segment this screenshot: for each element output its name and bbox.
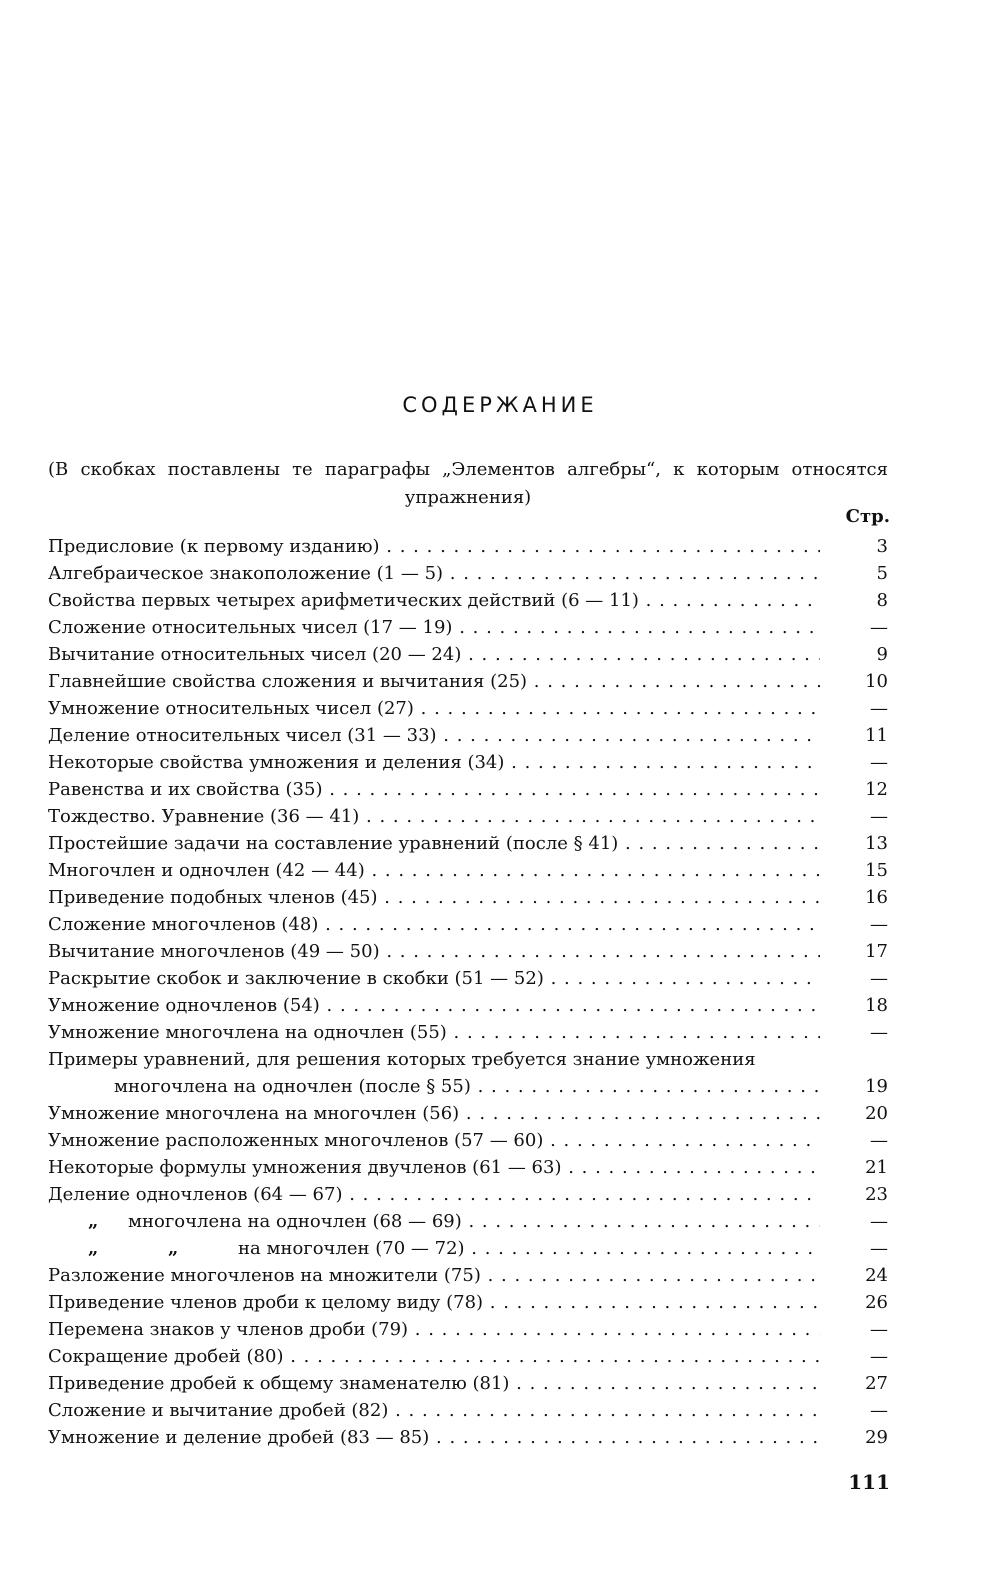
- toc-entry-page: 16: [865, 887, 888, 908]
- toc-entry: [48, 1046, 888, 1100]
- toc-entry: [48, 1424, 888, 1451]
- toc-entry-title: [48, 560, 820, 587]
- page-title: СОДЕРЖАНИЕ: [402, 393, 598, 417]
- toc-entry: [48, 749, 888, 776]
- toc-entry-title: [48, 1370, 820, 1397]
- toc-entry-title: [48, 1289, 820, 1316]
- page-column-label: Стр.: [845, 506, 890, 527]
- toc-entry: [48, 641, 888, 668]
- toc-entry: [48, 668, 888, 695]
- ditto-mark: „: [88, 1238, 99, 1259]
- toc-entry-text: многочлена на одночлен (68 — 69): [128, 1211, 462, 1232]
- toc-entry-title: [48, 1262, 820, 1289]
- toc-entry-page: 10: [865, 671, 888, 692]
- toc-entry-page: 26: [865, 1292, 888, 1313]
- toc-entry-page: —: [870, 1211, 888, 1232]
- toc-entry-page: —: [870, 752, 888, 773]
- toc-entry-title: [48, 1046, 820, 1100]
- toc-entry-page: 13: [865, 833, 888, 854]
- toc-entry: [48, 1289, 888, 1316]
- toc-entry-text: Приведение дробей к общему знаменателю (81): [48, 1373, 510, 1394]
- toc-entry-title: [48, 587, 820, 614]
- toc-entry-title: [48, 803, 820, 830]
- contents-note-line-2: упражнения): [404, 487, 532, 508]
- toc-entry-title: [48, 1208, 820, 1235]
- toc-entry-text: Умножение относительных чисел (27): [48, 698, 414, 719]
- contents-note: [48, 456, 888, 512]
- toc-entry-page: 29: [865, 1427, 888, 1448]
- toc-entry-page: 17: [865, 941, 888, 962]
- toc-entry: [48, 560, 888, 587]
- toc-entry: [48, 614, 888, 641]
- toc-entry-page: 23: [865, 1184, 888, 1205]
- toc-entry: [48, 938, 888, 965]
- toc-entry-text: Примеры уравнений, для решения которых требуется знание умножения: [48, 1049, 756, 1070]
- toc-entry-title: [48, 1019, 820, 1046]
- toc-entry-text: Умножение многочлена на одночлен (55): [48, 1022, 447, 1043]
- toc-entry-text: Умножение одночленов (54): [48, 995, 320, 1016]
- toc-entry-text: Умножение и деление дробей (83 — 85): [48, 1427, 430, 1448]
- toc-entry-page: —: [870, 914, 888, 935]
- page-number: 111: [848, 1470, 890, 1494]
- toc-entry-text: Раскрытие скобок и заключение в скобки (51 — 52): [48, 968, 544, 989]
- toc-entry-text: Деление одночленов (64 — 67): [48, 1184, 343, 1205]
- toc-entry-page: 8: [876, 590, 888, 611]
- toc-entry-text: Равенства и их свойства (35): [48, 779, 323, 800]
- toc-entry-title: [48, 1343, 820, 1370]
- table-of-contents: [48, 533, 888, 1451]
- toc-entry-text: Умножение многочлена на многочлен (56): [48, 1103, 460, 1124]
- toc-entry-page: —: [870, 968, 888, 989]
- toc-entry-text: Вычитание относительных чисел (20 — 24): [48, 644, 462, 665]
- toc-entry-title: [48, 1154, 820, 1181]
- toc-entry-title: [48, 722, 820, 749]
- toc-entry-text: Вычитание многочленов (49 — 50): [48, 941, 380, 962]
- toc-entry: [48, 776, 888, 803]
- toc-entry-text: Главнейшие свойства сложения и вычитания (25): [48, 671, 528, 692]
- toc-entry: [48, 1397, 888, 1424]
- toc-entry-title: [48, 884, 820, 911]
- toc-entry-title: [48, 1127, 820, 1154]
- toc-entry-title: [48, 1235, 820, 1262]
- toc-entry-title: [48, 1100, 820, 1127]
- toc-entry-text: Многочлен и одночлен (42 — 44): [48, 860, 365, 881]
- toc-entry-text: Приведение подобных членов (45): [48, 887, 378, 908]
- toc-entry-text: Некоторые свойства умножения и деления (34): [48, 752, 505, 773]
- toc-entry-title: [48, 776, 820, 803]
- toc-entry-text: Свойства первых четырех арифметических действий (6 — 11): [48, 590, 639, 611]
- toc-entry-text: Предисловие (к первому изданию): [48, 536, 380, 557]
- toc-entry: [48, 884, 888, 911]
- toc-entry-text: Приведение членов дроби к целому виду (78): [48, 1292, 484, 1313]
- toc-entry: [48, 830, 888, 857]
- toc-entry-page: 11: [865, 725, 888, 746]
- toc-entry-page: 12: [865, 779, 888, 800]
- toc-entry-text: Сложение относительных чисел (17 — 19): [48, 617, 453, 638]
- toc-entry-title: [48, 830, 820, 857]
- toc-entry: [48, 1100, 888, 1127]
- toc-entry-title: [48, 668, 820, 695]
- toc-entry-text: Алгебраическое знакоположение (1 — 5): [48, 563, 444, 584]
- toc-entry-title: [48, 749, 820, 776]
- toc-entry: [48, 533, 888, 560]
- toc-entry-title: [48, 911, 820, 938]
- contents-note-line-1: (В скобках поставлены те параграфы „Элементов алгебры“, к которым относятся: [48, 459, 888, 480]
- toc-entry: [48, 1370, 888, 1397]
- toc-entry-title: [48, 695, 820, 722]
- toc-entry-page: —: [870, 1130, 888, 1151]
- toc-entry-title: [48, 1181, 820, 1208]
- toc-entry: [48, 803, 888, 830]
- toc-entry-page: —: [870, 1346, 888, 1367]
- toc-entry: [48, 1316, 888, 1343]
- toc-entry-title: [48, 857, 820, 884]
- toc-entry-title: [48, 1424, 820, 1451]
- toc-entry-page: 5: [876, 563, 888, 584]
- toc-entry: [48, 1181, 888, 1208]
- toc-entry-text: Простейшие задачи на составление уравнений (после § 41): [48, 833, 619, 854]
- toc-entry: [48, 1262, 888, 1289]
- toc-entry-page: —: [870, 1238, 888, 1259]
- toc-entry: [48, 1208, 888, 1235]
- toc-entry-title: [48, 1397, 820, 1424]
- toc-entry-text: Сложение многочленов (48): [48, 914, 319, 935]
- toc-entry-title: [48, 1316, 820, 1343]
- toc-entry: [48, 965, 888, 992]
- toc-entry-page: —: [870, 698, 888, 719]
- toc-entry-page: 18: [865, 995, 888, 1016]
- toc-entry: [48, 695, 888, 722]
- toc-entry-text: Сложение и вычитание дробей (82): [48, 1400, 389, 1421]
- toc-entry-text: на многочлен (70 — 72): [238, 1238, 465, 1259]
- toc-entry-text: Тождество. Уравнение (36 — 41): [48, 806, 360, 827]
- toc-entry-title: [48, 533, 820, 560]
- toc-entry-page: 24: [865, 1265, 888, 1286]
- toc-entry-page: 9: [876, 644, 888, 665]
- toc-entry: [48, 1343, 888, 1370]
- toc-entry-title: [48, 641, 820, 668]
- toc-entry-title: [48, 992, 820, 1019]
- toc-entry-page: 21: [865, 1157, 888, 1178]
- toc-entry-page: 19: [865, 1076, 888, 1097]
- toc-entry-title: [48, 938, 820, 965]
- toc-entry-page: —: [870, 806, 888, 827]
- toc-entry: [48, 911, 888, 938]
- toc-entry-text: Сокращение дробей (80): [48, 1346, 284, 1367]
- toc-entry-text: Умножение расположенных многочленов (57 — 60): [48, 1130, 544, 1151]
- toc-entry-page: 15: [865, 860, 888, 881]
- toc-entry-page: 20: [865, 1103, 888, 1124]
- toc-entry-page: 27: [865, 1373, 888, 1394]
- toc-entry: [48, 1235, 888, 1262]
- toc-entry: [48, 1019, 888, 1046]
- toc-entry: [48, 587, 888, 614]
- toc-entry-text: Перемена знаков у членов дроби (79): [48, 1319, 409, 1340]
- toc-entry-page: —: [870, 1319, 888, 1340]
- ditto-mark: „: [168, 1238, 179, 1259]
- toc-entry-page: —: [870, 617, 888, 638]
- toc-entry-text-continued: многочлена на одночлен (после § 55) . . .: [48, 1073, 820, 1100]
- toc-entry-text: Разложение многочленов на множители (75): [48, 1265, 481, 1286]
- toc-entry-page: —: [870, 1400, 888, 1421]
- toc-entry-page: 3: [876, 536, 888, 557]
- toc-entry-title: [48, 965, 820, 992]
- toc-entry: [48, 722, 888, 749]
- toc-entry-title: [48, 614, 820, 641]
- toc-entry-page: —: [870, 1022, 888, 1043]
- toc-entry-text: Деление относительных чисел (31 — 33): [48, 725, 437, 746]
- toc-entry-text: Некоторые формулы умножения двучленов (61 — 63): [48, 1157, 562, 1178]
- toc-entry: [48, 1154, 888, 1181]
- ditto-mark: „: [88, 1211, 99, 1232]
- toc-entry: [48, 857, 888, 884]
- toc-entry: [48, 1127, 888, 1154]
- toc-entry: [48, 992, 888, 1019]
